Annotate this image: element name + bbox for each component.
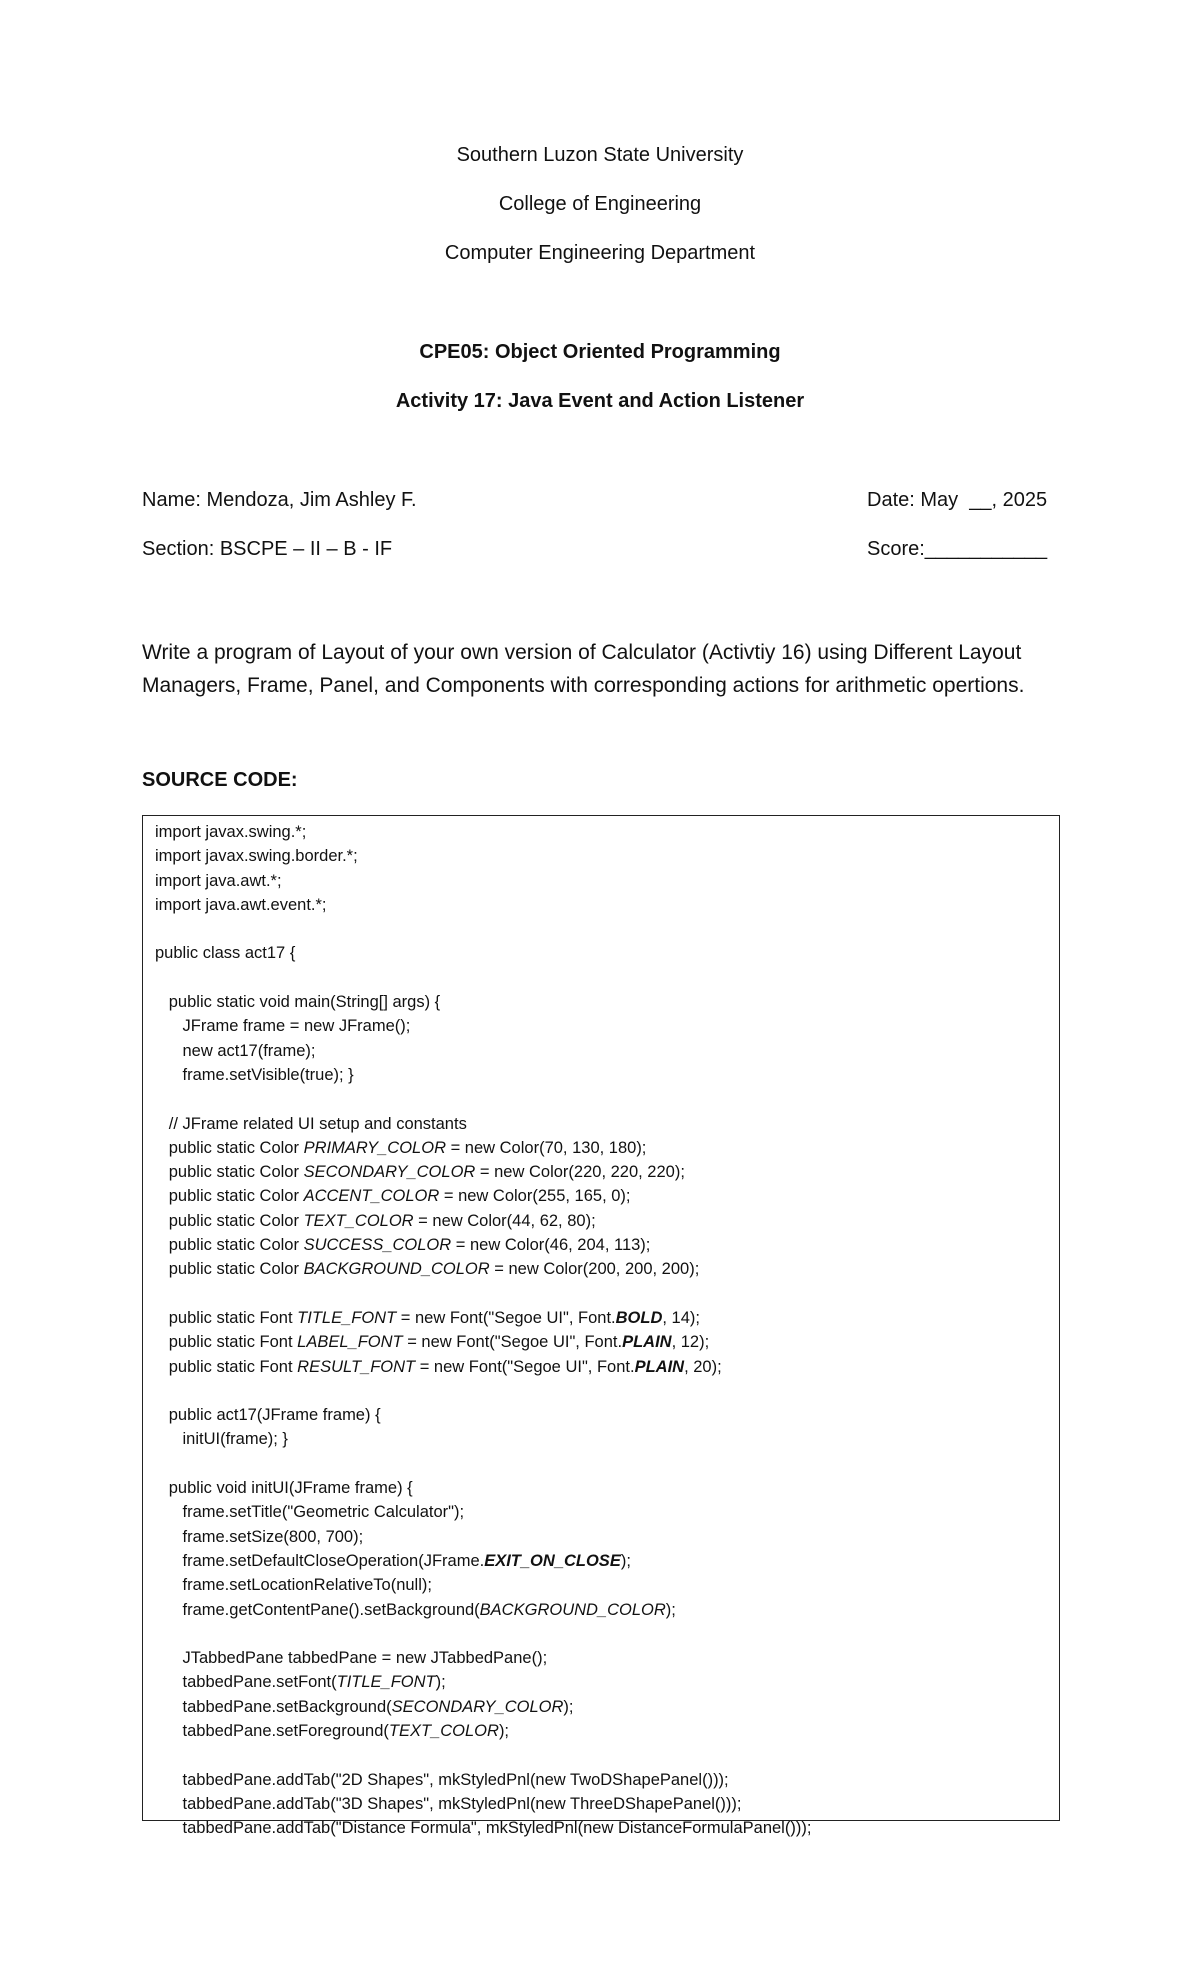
code-text: public static Font — [155, 1308, 298, 1327]
code-constant: SECONDARY_COLOR — [391, 1697, 564, 1716]
activity-title: Activity 17: Java Event and Action Listener — [395, 390, 805, 412]
instructions-line-1: Write a program of Layout of your own version of Calculator (Activtiy 16) using Different Layout — [142, 641, 1022, 664]
code-line: JFrame frame = new JFrame(); — [155, 1017, 411, 1036]
course-title: CPE05: Object Oriented Programming — [419, 341, 781, 363]
code-line — [155, 1598, 1059, 1622]
code-constant: PRIMARY_COLOR — [303, 1138, 446, 1157]
code-text: = new Font("Segoe UI", Font. — [415, 1357, 635, 1376]
code-text: frame.getContentPane().setBackground( — [155, 1600, 480, 1619]
code-line — [155, 1670, 1059, 1694]
code-text: frame.setDefaultCloseOperation(JFrame. — [155, 1551, 485, 1570]
code-text: tabbedPane.setBackground( — [155, 1697, 392, 1716]
code-constant: BOLD — [615, 1308, 663, 1327]
code-text: = new Font("Segoe UI", Font. — [402, 1333, 623, 1352]
code-line — [155, 1136, 1059, 1160]
code-blank-line — [155, 1743, 1059, 1767]
source-code-box — [142, 815, 1060, 1838]
code-line — [155, 1549, 1059, 1573]
code-constant: SUCCESS_COLOR — [303, 1236, 452, 1255]
code-line: tabbedPane.addTab("3D Shapes", mkStyledPnl(new ThreeDShapePanel())); — [155, 1794, 742, 1813]
code-text: public static Color — [155, 1187, 304, 1206]
code-line: initUI(frame); } — [155, 1430, 288, 1449]
code-constant: TEXT_COLOR — [303, 1211, 414, 1230]
code-line — [155, 1209, 1059, 1233]
college-name: College of Engineering — [498, 193, 702, 215]
code-line — [155, 1184, 1059, 1208]
code-text: public static Color — [155, 1163, 304, 1182]
code-text: ); — [563, 1697, 574, 1716]
student-name: Name: Mendoza, Jim Ashley F. — [142, 489, 417, 511]
code-constant: PLAIN — [622, 1333, 672, 1352]
code-text: , 20); — [684, 1357, 722, 1376]
code-text: tabbedPane.setForeground( — [155, 1721, 389, 1740]
code-line — [155, 1719, 1059, 1743]
code-text: ); — [435, 1673, 446, 1692]
code-blank-line — [155, 917, 1059, 941]
code-line — [155, 1306, 1059, 1330]
code-line: tabbedPane.addTab("Distance Formula", mkStyledPnl(new DistanceFormulaPanel())); — [155, 1819, 812, 1838]
code-constant: EXIT_ON_CLOSE — [484, 1551, 621, 1570]
instructions — [142, 636, 1082, 702]
code-line: frame.setLocationRelativeTo(null); — [155, 1576, 432, 1595]
code-text: ); — [620, 1551, 631, 1570]
score-field: Score:___________ — [867, 538, 1048, 560]
code-text: = new Color(44, 62, 80); — [413, 1211, 596, 1230]
code-text: public static Color — [155, 1211, 304, 1230]
code-line — [155, 1257, 1059, 1281]
code-text: public static Color — [155, 1138, 304, 1157]
code-text: , 12); — [671, 1333, 710, 1352]
code-line: frame.setTitle("Geometric Calculator"); — [155, 1503, 465, 1522]
section-field: Section: BSCPE – II – B - IF — [142, 538, 393, 560]
code-text: public static Font — [155, 1357, 298, 1376]
code-line: import java.awt.*; — [155, 871, 282, 890]
code-text: = new Color(46, 204, 113); — [451, 1236, 651, 1255]
code-line: new act17(frame); — [155, 1041, 316, 1060]
code-comment-line: // JFrame related UI setup and constants — [155, 1114, 467, 1133]
code-constant: BACKGROUND_COLOR — [303, 1260, 490, 1279]
code-text: = new Font("Segoe UI", Font. — [396, 1308, 616, 1327]
code-line — [155, 1233, 1059, 1257]
code-constant: RESULT_FONT — [297, 1357, 416, 1376]
code-line: frame.setVisible(true); } — [155, 1065, 354, 1084]
code-constant: BACKGROUND_COLOR — [479, 1600, 666, 1619]
code-constant: TITLE_FONT — [297, 1308, 397, 1327]
code-text: = new Color(255, 165, 0); — [439, 1187, 631, 1206]
code-blank-line — [155, 1282, 1059, 1306]
code-constant: PLAIN — [634, 1357, 685, 1376]
code-blank-line — [155, 1379, 1059, 1403]
code-text: = new Color(200, 200, 200); — [489, 1260, 700, 1279]
instructions-line-2: Managers, Frame, Panel, and Components with corresponding actions for arithmetic opertions. — [142, 674, 1025, 697]
code-line: import java.awt.event.*; — [155, 895, 327, 914]
source-code-heading: SOURCE CODE: — [142, 769, 298, 791]
code-text: tabbedPane.setFont( — [155, 1673, 337, 1692]
date-field: Date: May __, 2025 — [867, 489, 1048, 511]
code-line — [155, 1355, 1059, 1379]
code-constant: TITLE_FONT — [336, 1673, 436, 1692]
code-text: public static Font — [155, 1333, 298, 1352]
code-text: = new Color(220, 220, 220); — [475, 1163, 685, 1182]
code-blank-line — [155, 966, 1059, 990]
code-line: JTabbedPane tabbedPane = new JTabbedPane(); — [155, 1649, 548, 1668]
code-line — [155, 1160, 1059, 1184]
code-line: public static void main(String[] args) { — [155, 993, 441, 1012]
code-blank-line — [155, 1087, 1059, 1111]
code-text: , 14); — [662, 1308, 700, 1327]
code-text: ); — [498, 1721, 510, 1740]
code-blank-line — [155, 1622, 1059, 1646]
code-line: import javax.swing.border.*; — [155, 847, 358, 866]
code-constant: SECONDARY_COLOR — [303, 1163, 476, 1182]
code-constant: TEXT_COLOR — [388, 1721, 499, 1740]
code-line — [155, 1330, 1059, 1354]
code-line: import javax.swing.*; — [155, 823, 307, 841]
department-name: Computer Engineering Department — [444, 242, 756, 264]
code-line: public void initUI(JFrame frame) { — [155, 1479, 413, 1498]
code-constant: LABEL_FONT — [297, 1333, 403, 1352]
code-text: public static Color — [155, 1260, 304, 1279]
code-line: public act17(JFrame frame) { — [155, 1406, 381, 1425]
code-line: frame.setSize(800, 700); — [155, 1527, 364, 1546]
code-text: ); — [665, 1600, 676, 1619]
code-text: = new Color(70, 130, 180); — [445, 1138, 647, 1157]
code-line: public class act17 { — [155, 944, 296, 963]
code-line — [155, 1695, 1059, 1719]
code-blank-line — [155, 1452, 1059, 1476]
code-constant: ACCENT_COLOR — [303, 1187, 440, 1206]
university-name: Southern Luzon State University — [456, 144, 744, 166]
code-line: tabbedPane.addTab("2D Shapes", mkStyledPnl(new TwoDShapePanel())); — [155, 1770, 729, 1789]
code-text: public static Color — [155, 1236, 304, 1255]
